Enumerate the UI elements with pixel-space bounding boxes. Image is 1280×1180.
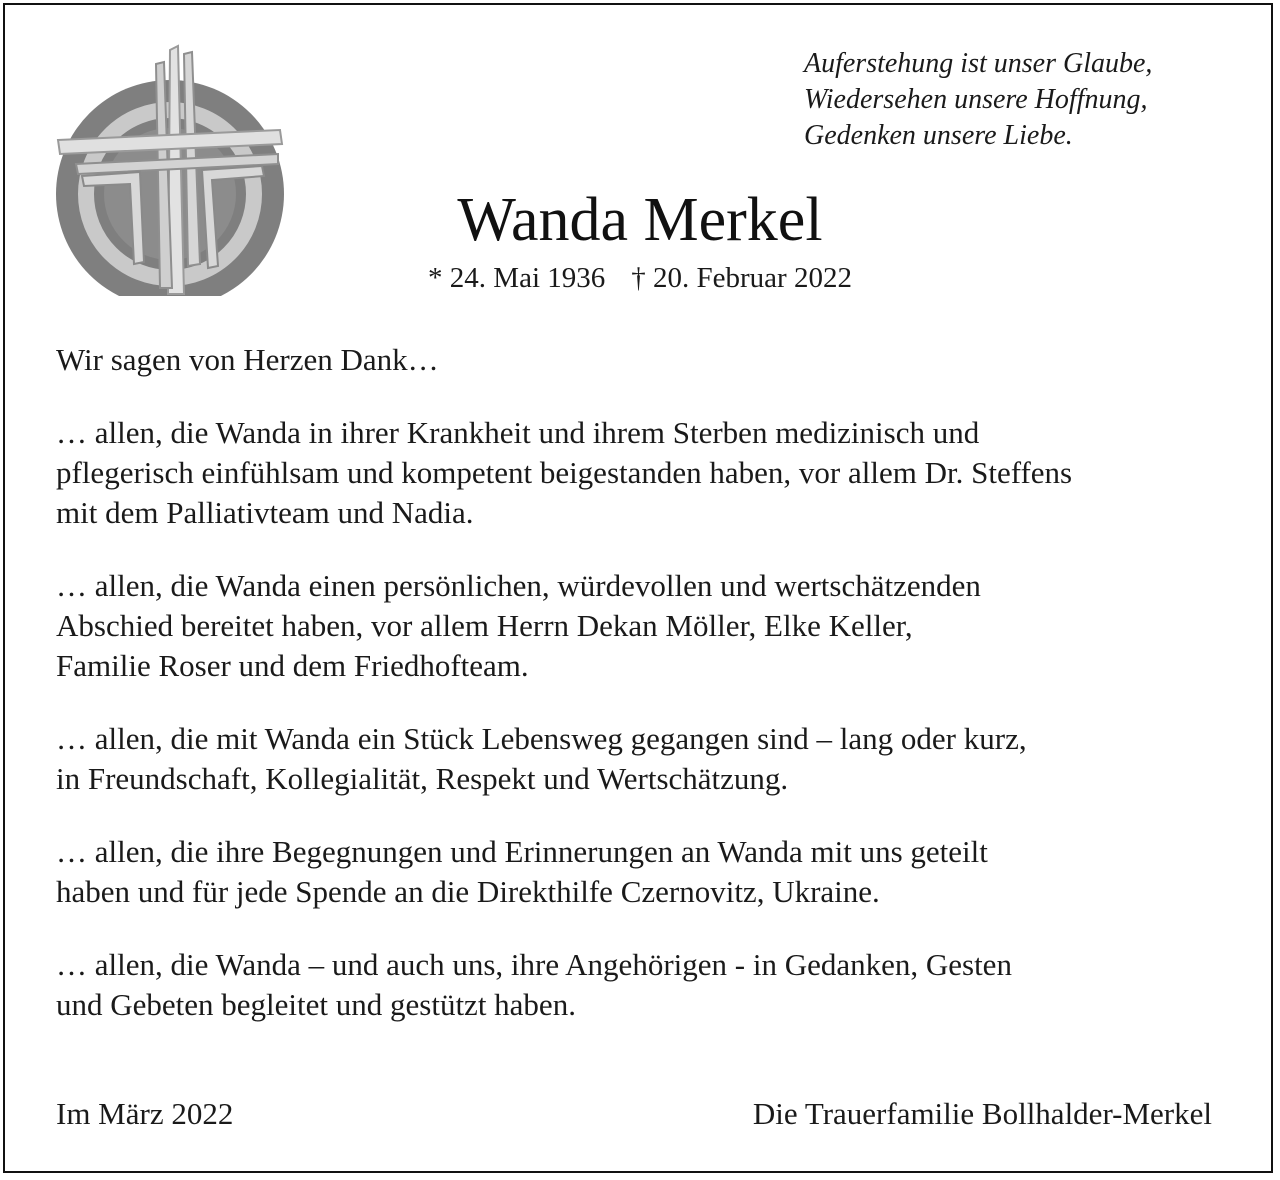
paragraph-line: … allen, die Wanda einen persönlichen, würdevollen und wertschätzenden	[56, 568, 981, 603]
life-dates	[340, 260, 940, 296]
paragraph-line: in Freundschaft, Kollegialität, Respekt und Wertschätzung.	[56, 761, 789, 796]
paragraph-line: und Gebeten begleitet und gestützt haben.	[56, 987, 576, 1022]
cross-emblem-icon	[52, 44, 292, 296]
quote-line: Gedenken unsere Liebe.	[804, 120, 1073, 151]
family-signature: Die Trauerfamilie Bollhalder-Merkel	[752, 1096, 1212, 1131]
paragraph	[56, 413, 1236, 533]
paragraph-line: … allen, die Wanda – und auch uns, ihre Angehörigen - in Gedanken, Gesten	[56, 947, 1012, 982]
quote-verse	[804, 46, 1224, 154]
paragraph-line: … allen, die Wanda in ihrer Krankheit und ihrem Sterben medizinisch und	[56, 415, 980, 450]
paragraph	[56, 719, 1236, 799]
paragraph-line: Familie Roser und dem Friedhofteam.	[56, 648, 529, 683]
paragraph-line: pflegerisch einfühlsam und kompetent beigestanden haben, vor allem Dr. Steffens	[56, 455, 1073, 490]
birth-date: * 24. Mai 1936	[428, 262, 606, 294]
paragraph	[56, 566, 1236, 686]
paragraph-line: mit dem Palliativteam und Nadia.	[56, 495, 474, 530]
paragraph-line: Abschied bereitet haben, vor allem Herrn Dekan Möller, Elke Keller,	[56, 608, 913, 643]
paragraph-line: … allen, die mit Wanda ein Stück Lebensweg gegangen sind – lang oder kurz,	[56, 721, 1027, 756]
death-date: † 20. Februar 2022	[631, 262, 852, 294]
paragraph-line: haben und für jede Spende an die Direkthilfe Czernovitz, Ukraine.	[56, 874, 880, 909]
quote-line: Auferstehung ist unser Glaube,	[804, 48, 1153, 79]
thank-you-text	[56, 340, 1236, 1058]
quote-line: Wiedersehen unsere Hoffnung,	[804, 84, 1148, 115]
paragraph	[56, 832, 1236, 912]
deceased-name: Wanda Merkel	[457, 186, 823, 254]
notice-date: Im März 2022	[56, 1096, 234, 1131]
greeting: Wir sagen von Herzen Dank…	[56, 342, 439, 377]
paragraph	[56, 945, 1236, 1025]
paragraph-line: … allen, die ihre Begegnungen und Erinnerungen an Wanda mit uns geteilt	[56, 834, 988, 869]
